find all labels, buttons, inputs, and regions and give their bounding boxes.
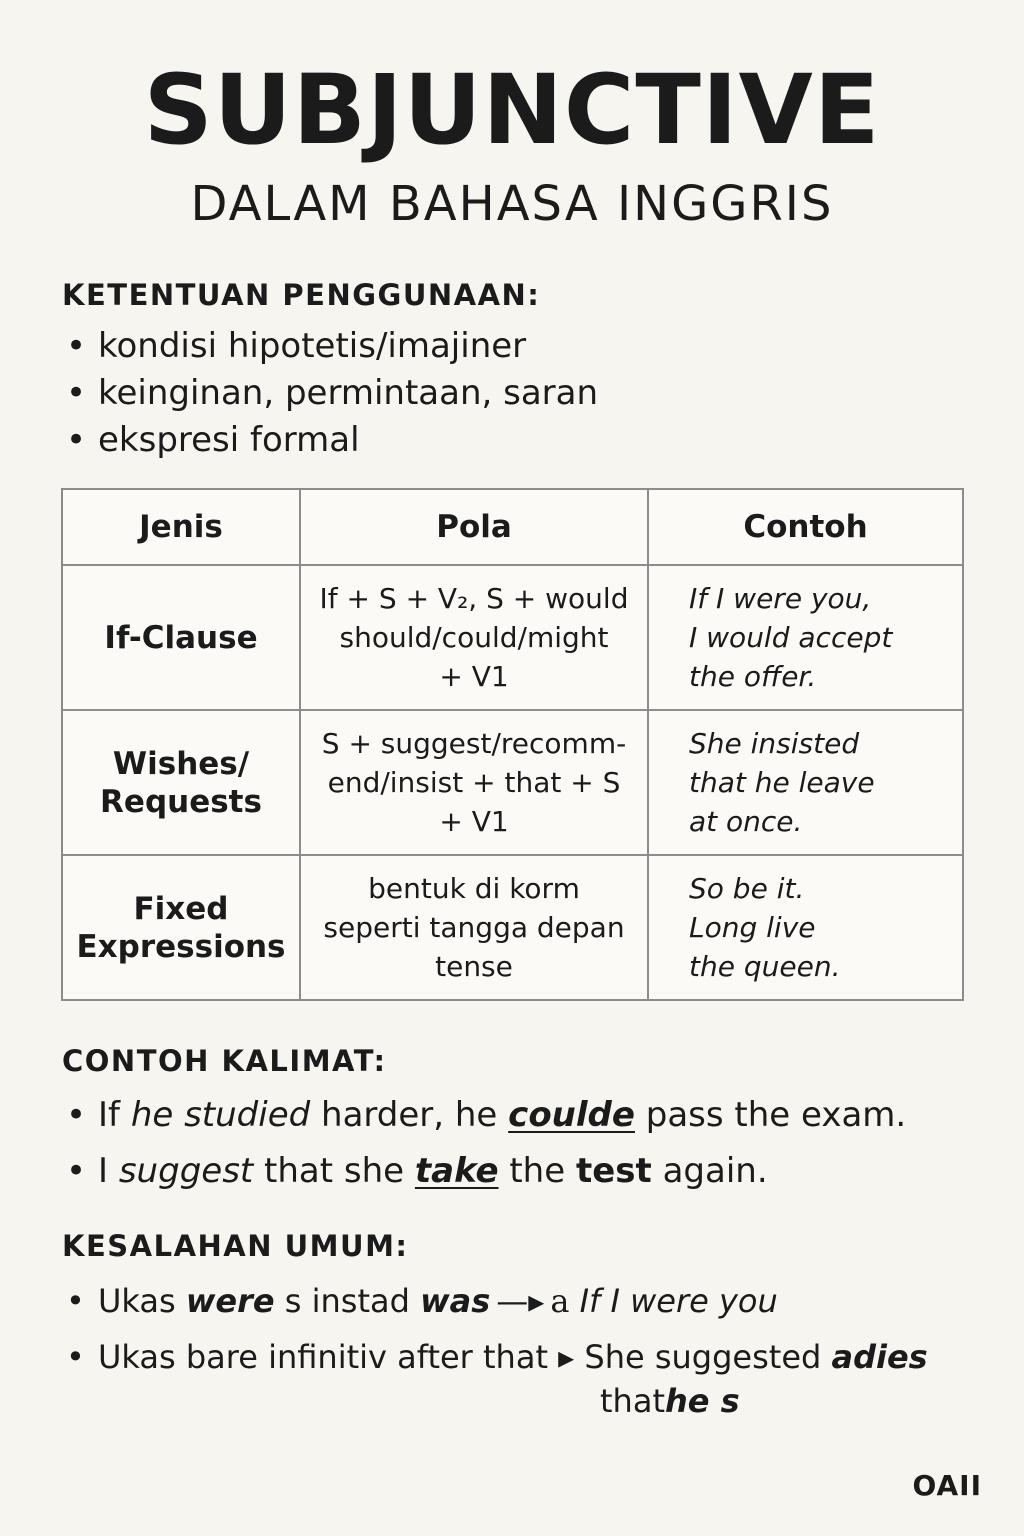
examples-list	[66, 1087, 906, 1199]
table-row	[62, 565, 963, 710]
jenis-cell: If-Clause	[62, 565, 300, 710]
list-item: • Ukas bare infinitiv after that ▸ She suggested adies thathe s	[66, 1335, 928, 1423]
table-row	[62, 855, 963, 1000]
table-row	[62, 710, 963, 855]
list-item: • I suggest that she take the test again.	[66, 1143, 906, 1199]
list-item: • If he studied harder, he coulde pass the exam.	[66, 1087, 906, 1143]
list-item: • kondisi hipotetis/imajiner	[66, 323, 598, 370]
column-header-jenis: Jenis	[62, 489, 300, 565]
subjunctive-table	[61, 488, 964, 1001]
table-header-row	[62, 489, 963, 565]
list-item: • keinginan, permintaan, saran	[66, 370, 598, 417]
arrow-right-icon: ▸	[558, 1338, 575, 1376]
arrow-right-icon: —▸	[496, 1282, 545, 1320]
usage-heading: KETENTUAN PENGGUNAAN:	[62, 278, 541, 312]
list-item: • Ukas were s instad was —▸ a If I were you	[66, 1279, 928, 1323]
bullet-icon: •	[66, 326, 87, 366]
column-header-pola: Pola	[300, 489, 648, 565]
bullet-icon: •	[66, 1282, 85, 1320]
pola-cell: S + suggest/recomm- end/insist + that + S + V1	[300, 710, 648, 855]
mistakes-list	[66, 1279, 928, 1423]
examples-heading: CONTOH KALIMAT:	[62, 1044, 387, 1078]
bullet-icon: •	[66, 1095, 87, 1135]
bullet-icon: •	[66, 1151, 87, 1191]
mistakes-heading: KESALAHAN UMUM:	[62, 1229, 409, 1263]
pola-cell: bentuk di korm seperti tangga depan tense	[300, 855, 648, 1000]
bullet-icon: •	[66, 373, 87, 413]
contoh-cell: If I were you, I would accept the offer.	[648, 565, 963, 710]
bullet-icon: •	[66, 1338, 85, 1376]
jenis-cell: Wishes/ Requests	[62, 710, 300, 855]
contoh-cell: So be it. Long live the queen.	[648, 855, 963, 1000]
bullet-icon: •	[66, 420, 87, 460]
contoh-cell: She insisted that he leave at once.	[648, 710, 963, 855]
list-item: • ekspresi formal	[66, 417, 598, 464]
page-title: SUBJUNCTIVE	[143, 54, 881, 166]
jenis-cell: Fixed Expressions	[62, 855, 300, 1000]
pola-cell: If + S + V₂, S + would should/could/might + V1	[300, 565, 648, 710]
logo: OAII	[912, 1469, 982, 1502]
usage-list	[66, 323, 598, 464]
page-subtitle: DALAM BAHASA INGGRIS	[190, 176, 834, 232]
column-header-contoh: Contoh	[648, 489, 963, 565]
